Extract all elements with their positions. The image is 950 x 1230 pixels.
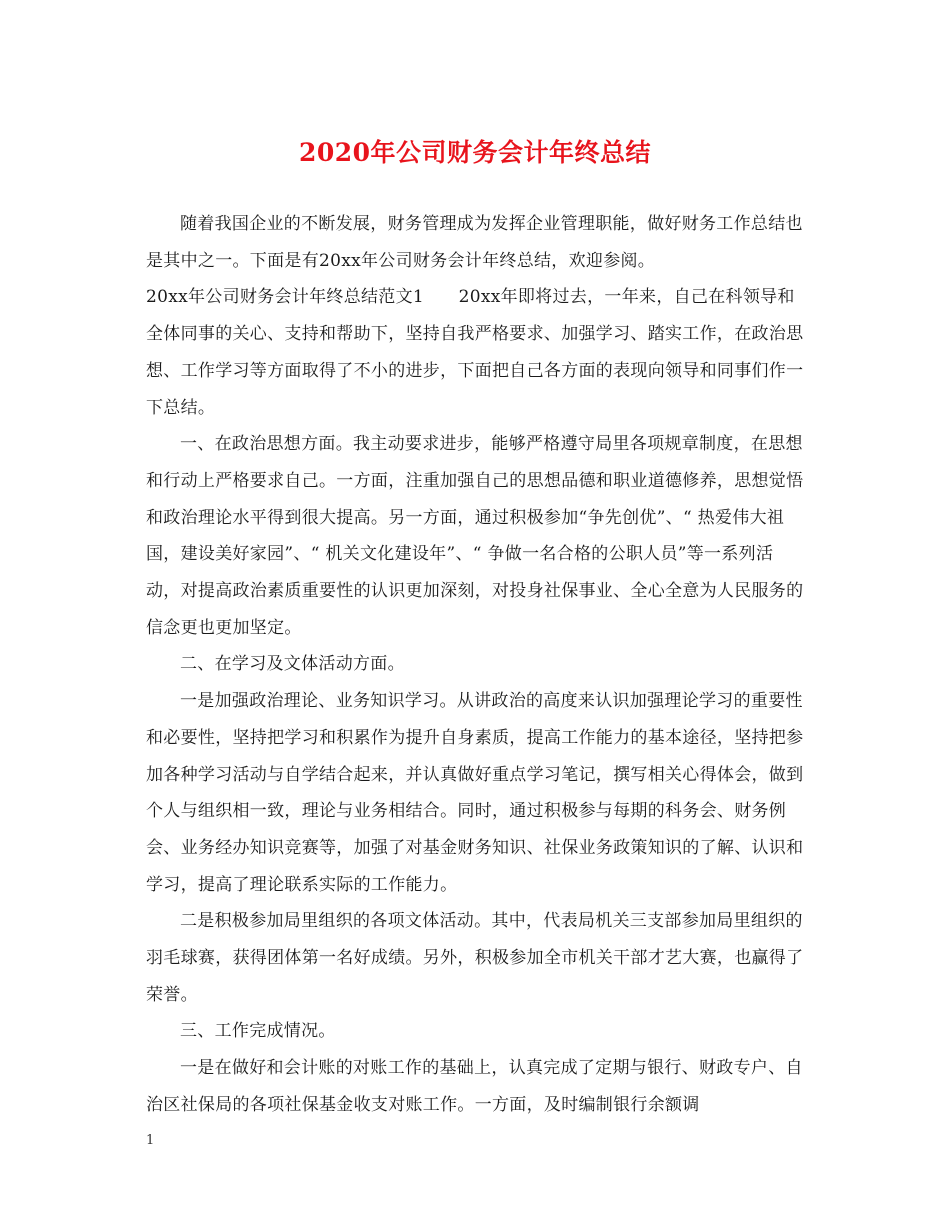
paragraph-sample-heading: 20xx年公司财务会计年终总结范文1 20xx年即将过去，一年来，自己在科领导和全体同事的关心、支持和帮助下，坚持自我严格要求、加强学习、踏实工作，在政治思想、工作学习等方面取得了不小的进步，下面把自己各方面的表现向领导和同事们作一下总结。	[146, 287, 804, 418]
paragraph-intro: 随着我国企业的不断发展，财务管理成为发挥企业管理职能，做好财务工作总结也是其中之一。下面是有20xx年公司财务会计年终总结，欢迎参阅。	[146, 214, 803, 271]
paragraph-activities: 二是积极参加局里组织的各项文体活动。其中，代表局机关三支部参加局里组织的羽毛球赛，获得团体第一名好成绩。另外，积极参加全市机关干部才艺大赛，也赢得了荣誉。	[146, 911, 804, 1005]
paragraph-political-thought: 一、在政治思想方面。我主动要求进步，能够严格遵守局里各项规章制度，在思想和行动上严格要求自己。一方面，注重加强自己的思想品德和职业道德修养，思想觉悟和政治理论水平得到很大提高。另一方面，通过积极参加“争先创优”、“ 热爱伟大祖国，建设美好家园”、“ 机关文化建设年”、“ 争做一名合格的公职人员”等一系列活动，对提高政治素质重要性的认识更加深刻，对投身社保事业、全心全意为人民服务的信念更也更加坚定。	[146, 434, 804, 638]
document-body	[146, 206, 806, 1124]
paragraph-work-heading: 三、工作完成情况。	[180, 1021, 336, 1042]
paragraph-study-heading: 二、在学习及文体活动方面。	[180, 654, 405, 675]
paragraph-study-theory: 一是加强政治理论、业务知识学习。从讲政治的高度来认识加强理论学习的重要性和必要性，坚持把学习和积累作为提升自身素质，提高工作能力的基本途径，坚持把参加各种学习活动与自学结合起来，并认真做好重点学习笔记，撰写相关心得体会，做到个人与组织相一致，理论与业务相结合。同时，通过积极参与每期的科务会、财务例会、业务经办知识竞赛等，加强了对基金财务知识、社保业务政策知识的了解、认识和学习，提高了理论联系实际的工作能力。	[146, 691, 804, 895]
page-number: 1	[146, 1133, 155, 1148]
paragraph-reconciliation: 一是在做好和会计账的对账工作的基础上，认真完成了定期与银行、财政专户、自治区社保局的各项社保基金收支对账工作。一方面，及时编制银行余额调	[146, 1058, 803, 1115]
document-title: 2020年公司财务会计年终总结	[298, 138, 652, 167]
